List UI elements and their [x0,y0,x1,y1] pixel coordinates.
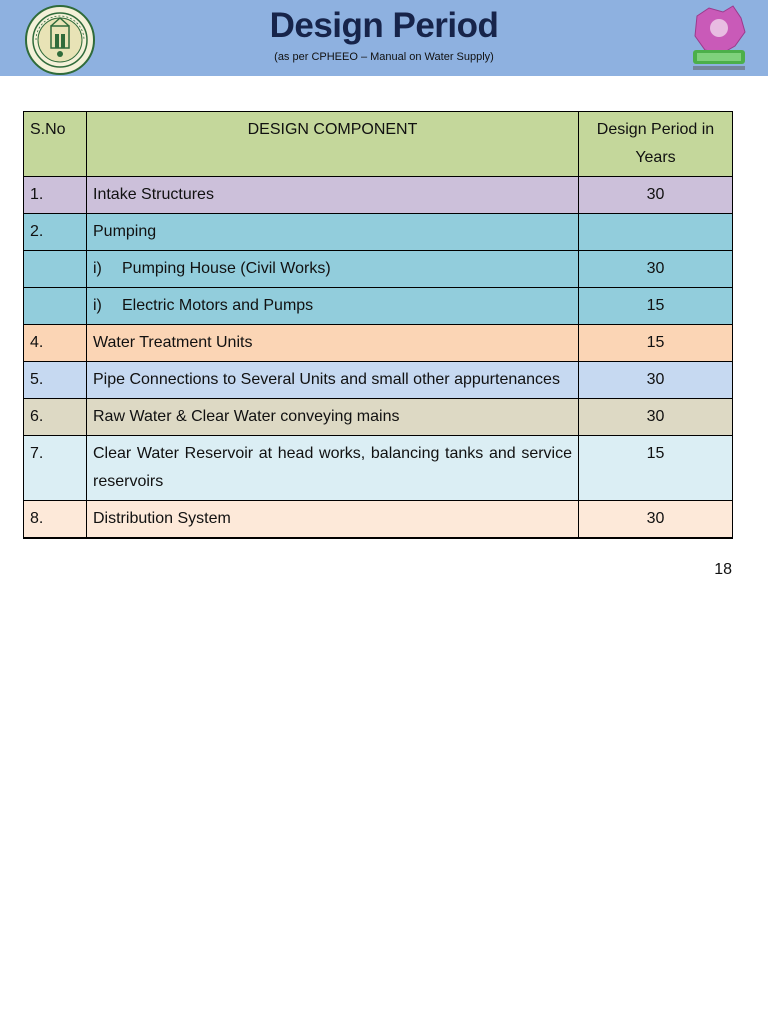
row-component [87,251,579,288]
table-header-row [24,112,733,177]
column-header-sno: S.No [24,112,87,177]
column-header-period: Design Period in Years [579,112,733,177]
column-header-component: DESIGN COMPONENT [87,112,579,177]
row-sno: 6. [24,399,87,436]
row-component: Water Treatment Units [87,325,579,362]
row-period [579,214,733,251]
row-period: 30 [579,501,733,539]
table-row [24,399,733,436]
row-period: 15 [579,325,733,362]
row-sub-prefix: i) [93,297,102,314]
table-row [24,436,733,501]
row-component: Pipe Connections to Several Units and small other appurtenances [87,362,579,399]
row-sno: 8. [24,501,87,539]
row-sno: 1. [24,177,87,214]
row-component [87,288,579,325]
table-row [24,362,733,399]
row-component-text: Electric Motors and Pumps [122,297,314,314]
row-sno: 7. [24,436,87,501]
page-title: Design Period [269,6,499,45]
page-number: 18 [714,561,732,578]
table-row [24,214,733,251]
table-row [24,325,733,362]
table-row [24,251,733,288]
row-component: Raw Water & Clear Water conveying mains [87,399,579,436]
row-period: 15 [579,436,733,501]
row-sno: 2. [24,214,87,251]
row-sno: 4. [24,325,87,362]
table-row [24,177,733,214]
row-sno [24,251,87,288]
mission-bhagiratha-logo-icon [683,2,755,74]
row-component: Distribution System [87,501,579,539]
row-period: 15 [579,288,733,325]
page-subtitle: (as per CPHEEO – Manual on Water Supply) [274,51,494,63]
table-row [24,288,733,325]
row-sno: 5. [24,362,87,399]
row-period: 30 [579,177,733,214]
row-component: Clear Water Reservoir at head works, balancing tanks and service reservoirs [87,436,579,501]
row-period: 30 [579,251,733,288]
row-sub-prefix: i) [93,260,102,277]
row-component-text: Pumping House (Civil Works) [122,260,331,277]
row-component: Intake Structures [87,177,579,214]
design-period-table [23,111,733,539]
row-component: Pumping [87,214,579,251]
slide-header [0,0,768,76]
row-sno [24,288,87,325]
row-period: 30 [579,399,733,436]
row-period: 30 [579,362,733,399]
table-row [24,501,733,539]
